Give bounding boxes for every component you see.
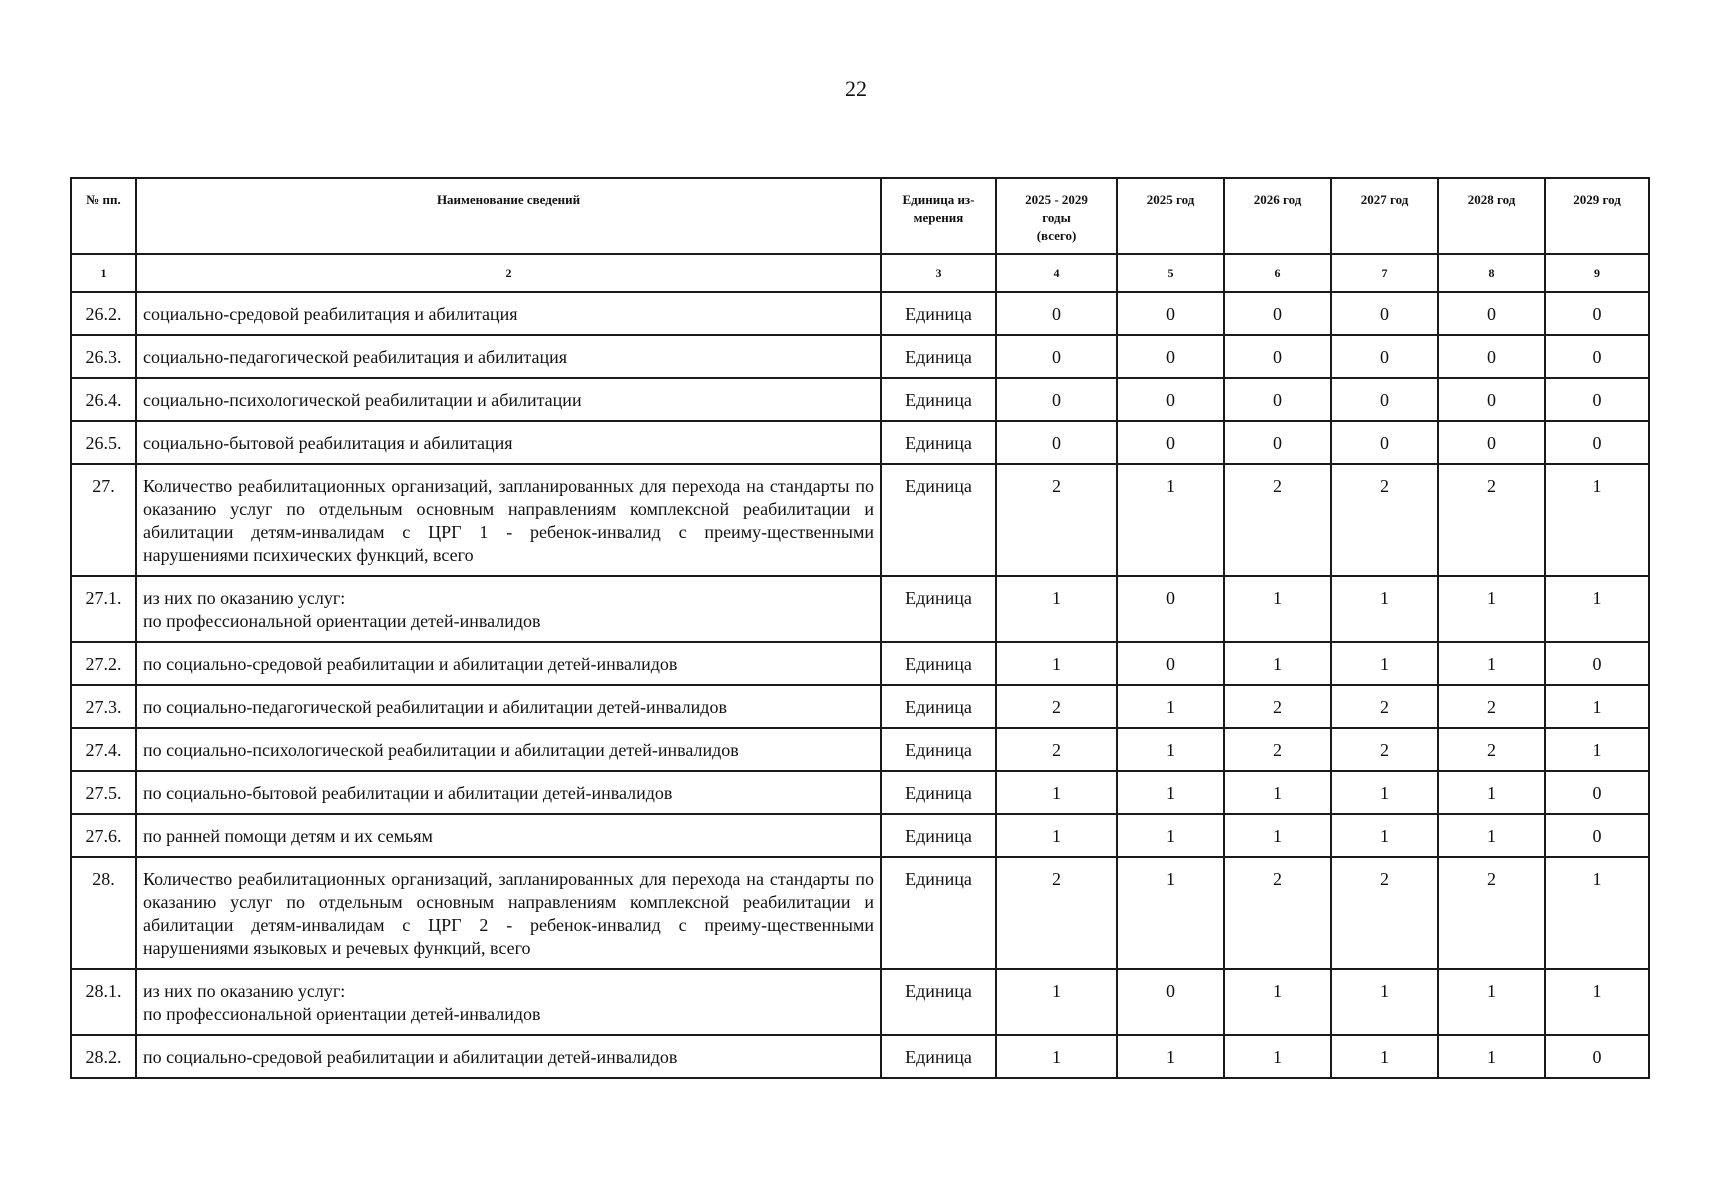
table-row	[71, 857, 1649, 969]
row-unit: Единица	[881, 857, 996, 969]
row-value: 2	[1438, 857, 1545, 969]
column-number: 8	[1438, 254, 1545, 292]
row-name-line: по социально-бытовой реабилитации и абилитации детей-инвалидов	[143, 783, 673, 803]
row-name-line: по профессиональной ориентации детей-инвалидов	[143, 1004, 541, 1024]
row-number: 26.5.	[71, 421, 136, 464]
table-row	[71, 378, 1649, 421]
column-number: 4	[996, 254, 1117, 292]
row-value: 1	[1438, 814, 1545, 857]
row-value: 1	[1117, 464, 1224, 576]
row-unit: Единица	[881, 728, 996, 771]
row-name	[136, 1035, 881, 1078]
row-name	[136, 771, 881, 814]
header-total-line: (всего)	[1036, 228, 1077, 243]
header-name: Наименование сведений	[136, 178, 881, 254]
page-number: 22	[845, 76, 867, 101]
row-value: 0	[1117, 969, 1224, 1035]
row-value: 1	[1545, 969, 1649, 1035]
row-name	[136, 576, 881, 642]
row-name	[136, 969, 881, 1035]
row-value: 0	[1224, 335, 1331, 378]
row-value: 1	[1438, 771, 1545, 814]
row-value: 0	[996, 292, 1117, 335]
header-total-line: годы	[1042, 210, 1071, 225]
row-value: 1	[1331, 642, 1438, 685]
row-value: 0	[1117, 292, 1224, 335]
row-value: 1	[1117, 771, 1224, 814]
row-name-line: социально-средовой реабилитация и абилитация	[143, 304, 518, 324]
row-value: 0	[1117, 335, 1224, 378]
row-name-line: из них по оказанию услуг:	[143, 981, 346, 1001]
table-row	[71, 814, 1649, 857]
row-unit: Единица	[881, 1035, 996, 1078]
row-unit: Единица	[881, 421, 996, 464]
row-name-line: Количество реабилитационных организаций, запланированных для перехода на стандарты по оказанию услуг по отдельным основным направлениям комплексной реабилитации и абилитации детям-инвалидам с ЦРГ 1 - ребенок-инвалид с преиму-щественными нарушениями психических функций, всего	[143, 476, 874, 565]
row-value: 1	[996, 969, 1117, 1035]
row-value: 0	[1224, 421, 1331, 464]
column-number: 5	[1117, 254, 1224, 292]
row-value: 0	[996, 421, 1117, 464]
row-value: 0	[1545, 378, 1649, 421]
row-name-line: из них по оказанию услуг:	[143, 588, 346, 608]
table-row	[71, 685, 1649, 728]
row-value: 0	[1117, 642, 1224, 685]
data-table	[70, 177, 1650, 1079]
row-value: 1	[1438, 969, 1545, 1035]
row-unit: Единица	[881, 576, 996, 642]
row-value: 1	[1545, 576, 1649, 642]
row-value: 1	[1331, 771, 1438, 814]
row-name	[136, 378, 881, 421]
row-name-line: социально-психологической реабилитации и абилитации	[143, 390, 582, 410]
row-value: 2	[1224, 464, 1331, 576]
row-unit: Единица	[881, 771, 996, 814]
row-value: 1	[996, 642, 1117, 685]
table-row	[71, 292, 1649, 335]
row-unit: Единица	[881, 969, 996, 1035]
row-value: 2	[1331, 857, 1438, 969]
table-row	[71, 728, 1649, 771]
row-value: 1	[996, 814, 1117, 857]
table-row	[71, 421, 1649, 464]
row-value: 0	[1438, 335, 1545, 378]
row-value: 2	[996, 464, 1117, 576]
row-number: 26.3.	[71, 335, 136, 378]
table-row	[71, 335, 1649, 378]
row-name	[136, 857, 881, 969]
row-value: 0	[1117, 378, 1224, 421]
row-value: 0	[1438, 292, 1545, 335]
row-value: 1	[996, 576, 1117, 642]
row-value: 1	[996, 771, 1117, 814]
row-value: 1	[1117, 728, 1224, 771]
row-value: 2	[996, 857, 1117, 969]
header-unit-line: мерения	[913, 210, 964, 225]
row-name-line: по социально-педагогической реабилитации и абилитации детей-инвалидов	[143, 697, 727, 717]
row-value: 2	[996, 685, 1117, 728]
table-row	[71, 771, 1649, 814]
row-value: 0	[1438, 378, 1545, 421]
row-value: 0	[1224, 292, 1331, 335]
row-value: 0	[1331, 421, 1438, 464]
row-value: 1	[1545, 857, 1649, 969]
column-number: 9	[1545, 254, 1649, 292]
row-value: 0	[1224, 378, 1331, 421]
row-value: 1	[1331, 576, 1438, 642]
row-value: 2	[1331, 464, 1438, 576]
header-2029: 2029 год	[1545, 178, 1649, 254]
row-value: 0	[996, 335, 1117, 378]
row-unit: Единица	[881, 464, 996, 576]
row-name	[136, 421, 881, 464]
row-value: 1	[1117, 814, 1224, 857]
row-value: 2	[1224, 857, 1331, 969]
column-number: 6	[1224, 254, 1331, 292]
row-value: 0	[1117, 576, 1224, 642]
column-number: 2	[136, 254, 881, 292]
row-value: 1	[1224, 969, 1331, 1035]
column-number: 7	[1331, 254, 1438, 292]
row-number: 27.5.	[71, 771, 136, 814]
header-num: № пп.	[71, 178, 136, 254]
row-number: 26.4.	[71, 378, 136, 421]
row-value: 2	[1224, 728, 1331, 771]
row-name-line: по ранней помощи детям и их семьям	[143, 826, 433, 846]
row-value: 2	[1331, 728, 1438, 771]
row-name-line: по социально-средовой реабилитации и абилитации детей-инвалидов	[143, 1047, 678, 1067]
row-unit: Единица	[881, 378, 996, 421]
row-value: 0	[1545, 421, 1649, 464]
row-value: 1	[1438, 642, 1545, 685]
row-value: 2	[1438, 685, 1545, 728]
row-number: 27.4.	[71, 728, 136, 771]
row-value: 1	[996, 1035, 1117, 1078]
row-value: 1	[1331, 814, 1438, 857]
row-unit: Единица	[881, 292, 996, 335]
row-number: 28.1.	[71, 969, 136, 1035]
row-name	[136, 814, 881, 857]
row-value: 0	[1331, 292, 1438, 335]
row-name	[136, 335, 881, 378]
row-value: 2	[1438, 728, 1545, 771]
row-name-line: по профессиональной ориентации детей-инвалидов	[143, 611, 541, 631]
row-value: 2	[996, 728, 1117, 771]
row-number: 27.	[71, 464, 136, 576]
row-value: 0	[1545, 292, 1649, 335]
table-row	[71, 576, 1649, 642]
row-unit: Единица	[881, 814, 996, 857]
row-value: 1	[1331, 969, 1438, 1035]
row-number: 27.2.	[71, 642, 136, 685]
row-value: 1	[1224, 642, 1331, 685]
table-body	[71, 292, 1649, 1078]
row-value: 1	[1545, 464, 1649, 576]
row-value: 1	[1545, 728, 1649, 771]
row-value: 1	[1224, 576, 1331, 642]
table-row	[71, 642, 1649, 685]
row-name	[136, 464, 881, 576]
row-value: 2	[1331, 685, 1438, 728]
row-number: 28.	[71, 857, 136, 969]
table-row	[71, 464, 1649, 576]
column-number-row	[71, 254, 1649, 292]
table-row	[71, 1035, 1649, 1078]
table-row	[71, 969, 1649, 1035]
row-value: 1	[1438, 576, 1545, 642]
row-value: 0	[1331, 335, 1438, 378]
row-value: 2	[1438, 464, 1545, 576]
row-value: 0	[1545, 1035, 1649, 1078]
header-total-line: 2025 - 2029	[1025, 192, 1088, 207]
header-2027: 2027 год	[1331, 178, 1438, 254]
row-value: 1	[1545, 685, 1649, 728]
row-value: 1	[1224, 814, 1331, 857]
row-name-line: социально-педагогической реабилитация и абилитация	[143, 347, 568, 367]
row-value: 1	[1117, 1035, 1224, 1078]
row-number: 26.2.	[71, 292, 136, 335]
column-number: 3	[881, 254, 996, 292]
header-2028: 2028 год	[1438, 178, 1545, 254]
row-value: 1	[1117, 685, 1224, 728]
row-number: 27.3.	[71, 685, 136, 728]
row-name-line: социально-бытовой реабилитация и абилитация	[143, 433, 513, 453]
row-name-line: по социально-средовой реабилитации и абилитации детей-инвалидов	[143, 654, 678, 674]
row-number: 27.1.	[71, 576, 136, 642]
column-number: 1	[71, 254, 136, 292]
row-name	[136, 642, 881, 685]
row-name-line: по социально-психологической реабилитации и абилитации детей-инвалидов	[143, 740, 739, 760]
row-number: 27.6.	[71, 814, 136, 857]
row-unit: Единица	[881, 642, 996, 685]
header-row	[71, 178, 1649, 254]
header-total	[996, 178, 1117, 254]
row-value: 0	[1545, 814, 1649, 857]
row-value: 0	[1545, 771, 1649, 814]
row-name-line: Количество реабилитационных организаций, запланированных для перехода на стандарты по оказанию услуг по отдельным основным направлениям комплексной реабилитации и абилитации детям-инвалидам с ЦРГ 2 - ребенок-инвалид с преиму-щественными нарушениями языковых и речевых функций, всего	[143, 869, 874, 958]
row-number: 28.2.	[71, 1035, 136, 1078]
row-value: 2	[1224, 685, 1331, 728]
row-value: 0	[1545, 642, 1649, 685]
row-value: 1	[1331, 1035, 1438, 1078]
row-value: 1	[1117, 857, 1224, 969]
row-value: 1	[1224, 1035, 1331, 1078]
row-value: 0	[996, 378, 1117, 421]
row-value: 0	[1117, 421, 1224, 464]
header-2025: 2025 год	[1117, 178, 1224, 254]
row-value: 1	[1224, 771, 1331, 814]
row-value: 0	[1331, 378, 1438, 421]
header-unit	[881, 178, 996, 254]
row-value: 0	[1545, 335, 1649, 378]
row-unit: Единица	[881, 335, 996, 378]
row-unit: Единица	[881, 685, 996, 728]
row-name	[136, 292, 881, 335]
header-2026: 2026 год	[1224, 178, 1331, 254]
row-value: 1	[1438, 1035, 1545, 1078]
row-name	[136, 685, 881, 728]
row-name	[136, 728, 881, 771]
header-unit-line: Единица из-	[902, 192, 975, 207]
row-value: 0	[1438, 421, 1545, 464]
